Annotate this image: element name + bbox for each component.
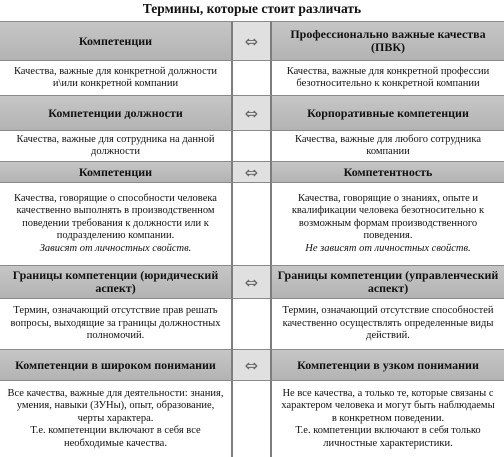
right-heading: Компетентность [270,161,504,183]
page-title: Термины, которые стоит различать [142,1,362,16]
right-description: Качества, важные для любого сотрудника компании [270,131,504,161]
header-row [0,95,504,131]
left-description: Все качества, важные для деятельности: знания, умения, навыки (ЗУНы), опыт, образование, черты характера. [7,387,224,424]
double-arrow-icon: ⇔ [233,95,270,131]
header-row [0,349,504,381]
left-heading: Компетенции в широком понимании [0,349,233,381]
left-heading: Компетенции должности [0,95,233,131]
right-heading: Профессионально важные качества (ПВК) [270,21,504,61]
left-description: Качества, важные для сотрудника на данной должности [0,131,233,161]
left-note: Зависят от личностных свойств. [39,242,192,254]
body-row [0,61,504,95]
body-row [0,131,504,161]
left-description: Качества, важные для конкретной должности и\или конкретной компании [0,61,233,95]
right-description: Термин, означающий отсутствие способностей [282,305,494,317]
left-note: Т.е. компетенции включают в себя все необходимые качества. [30,425,201,449]
right-description: Качества, важные для конкретной профессии безотносительно к конкретной компании [270,61,504,95]
header-row [0,161,504,183]
left-description: Качества, говорящие о способности человека качественно выполнять в производственном поведении требования к должности или к подразделению компании. [14,192,217,242]
right-description: Качества, говорящие о знаниях, опыте и квалификации человека безотносительно к возможным формам производственного поведения. [291,192,485,242]
body-row [0,183,504,265]
right-note: Т.е. компетенции включают в себя только личностные характеристики. [295,425,481,449]
double-arrow-icon: ⇔ [233,21,270,61]
right-heading: Компетенции в узком понимании [270,349,504,381]
right-heading: Корпоративные компетенции [270,95,504,131]
body-row [0,299,504,349]
body-row [0,381,504,457]
left-heading: Границы компетенции (юридический аспект) [0,265,233,299]
double-arrow-icon: ⇔ [233,265,270,299]
header-row [0,265,504,299]
left-description: Термин, означающий отсутствие прав решать вопросы, выходящие за границы должностных полномочий. [0,299,233,349]
header-row [0,21,504,61]
right-note: Не зависят от личностных свойств. [305,242,471,254]
left-heading: Компетенции [0,21,233,61]
right-description: Не все качества, а только те, которые связаны с характером человека и могут быть наблюдаемы в конкретном поведении. [281,387,495,424]
double-arrow-icon: ⇔ [233,349,270,381]
right-description-continued: качественно осуществлять определенные виды действий. [282,317,494,342]
left-heading: Компетенции [0,161,233,183]
double-arrow-icon: ⇔ [233,161,270,183]
right-heading: Границы компетенции (управленческий аспект) [270,265,504,299]
